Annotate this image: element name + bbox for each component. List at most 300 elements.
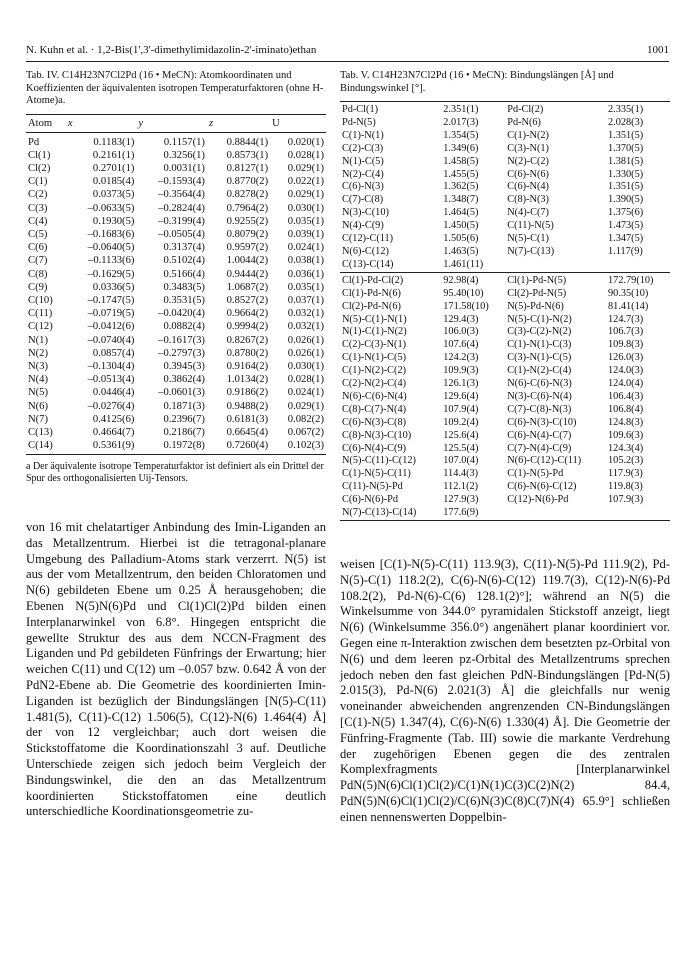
table-cell: N(1)-C(5) [342,155,384,167]
table-cell: 0.5361(9) [66,439,137,455]
table-row [340,468,670,481]
table-cell: 0.3137(4) [163,242,205,254]
table-cell: 1.370(5) [608,142,644,154]
table-cell: 124.0(4) [608,378,644,390]
table-row [26,439,326,455]
table-cell: Cl(1)-Pd-Cl(2) [342,274,404,286]
table-row [340,314,670,327]
table-cell: 107.6(4) [443,339,479,351]
table-cell: C(8) [28,268,48,280]
table-cell: N(7)-C(13)-C(14) [340,507,441,520]
table-cell: 0.0185(4) [92,176,135,188]
table-cell: 0.3862(4) [163,374,205,386]
table4-header-cell: U [270,114,326,132]
table-cell: 0.1871(3) [163,400,205,412]
table-cell: 107.0(4) [443,455,479,467]
table-cell: 124.8(3) [608,416,644,428]
table-cell: 0.6645(4) [226,426,269,438]
table-row [340,246,670,259]
table-cell: 95.40(10) [443,287,484,299]
table-cell: N(3) [28,360,49,372]
table-cell: –0.1683(6) [87,228,135,240]
table-cell: N(6)-C(6)-N(4) [342,390,407,402]
table-row [26,254,326,267]
table-cell: –0.1133(6) [88,255,135,267]
table-cell: 109.8(3) [608,339,644,351]
table-cell: N(5)-C(11)-C(12) [342,455,416,467]
table5 [340,101,670,521]
table-cell: 0.3945(3) [163,360,205,372]
table-cell: C(7) [28,255,48,267]
table-cell: 124.7(3) [608,313,644,325]
table-cell: 0.8573(1) [226,149,269,161]
table-cell: 0.0882(4) [163,321,205,333]
table-cell: 0.3531(5) [163,294,205,306]
table-cell: –0.1747(5) [87,294,135,306]
table-cell: C(11)-N(5)-Pd [342,481,403,493]
table-cell: 1.505(6) [443,233,479,245]
table-cell: Pd-N(5) [342,116,376,128]
table-row [340,404,670,417]
table-cell: C(12) [28,321,53,333]
table-cell: 0.9488(2) [226,400,269,412]
table-row [340,117,670,130]
table-cell: 109.2(4) [443,416,479,428]
table-cell: 0.029(1) [287,400,324,412]
table-row [340,507,670,520]
table-cell: N(2)-C(4) [342,168,384,180]
table-cell: C(7)-N(4)-C(9) [507,442,572,454]
table-row [340,220,670,233]
table-cell: C(6)-N(3) [342,181,384,193]
table-cell: 0.036(1) [287,268,324,280]
table-cell: 117.9(3) [608,468,643,480]
table-cell: –0.0740(4) [87,334,135,346]
table4-body [26,132,326,455]
running-header-title: N. Kuhn et al. · 1,2-Bis(1',3'-dimethylimidazolin-2'-iminato)ethan [26,44,317,56]
table-row [340,272,670,287]
table-cell: 172.79(10) [608,274,654,286]
table-cell: –0.0513(4) [87,374,135,386]
table-cell: C(14) [26,439,66,455]
table-cell: 0.082(2) [287,413,324,425]
table5-caption: Tab. V. C14H23N7Cl2Pd (16 • MeCN): Bindungslängen [Å] und Bindungswinkel [°]. [340,70,614,94]
body-text-left [26,520,326,820]
table4-header-row [26,114,326,132]
table-row [340,378,670,391]
table-cell: 1.450(5) [443,220,479,232]
table-cell: 0.030(1) [287,360,324,372]
table-row [340,443,670,456]
table-row [26,202,326,215]
table-cell: C(12)-N(6)-Pd [507,494,569,506]
table-cell: 0.4125(6) [92,413,135,425]
table-cell: 0.5166(4) [163,268,205,280]
table-cell: Pd-Cl(1) [342,104,379,115]
table-cell: 0.037(1) [287,294,324,306]
table-cell: 0.8844(1) [226,136,269,148]
table4-header-cell: y [136,114,207,132]
table-cell: Cl(1)-Pd-N(5) [507,274,567,286]
table-cell: 129.6(4) [443,390,479,402]
table-cell: 0.2701(1) [92,162,135,174]
table-cell: 125.6(4) [443,429,479,441]
table-cell: 105.2(3) [608,455,644,467]
table-row [26,426,326,439]
table-row [26,162,326,175]
table-cell: 90.35(10) [608,287,649,299]
table-row [340,391,670,404]
table-row [340,288,670,301]
table-cell: 106.4(3) [608,390,644,402]
table-cell: C(3) [28,202,48,214]
table-cell: 1.348(7) [443,194,479,206]
table-row [340,169,670,182]
table-cell: 124.2(3) [443,352,479,364]
table-cell: C(11)-N(5) [507,220,554,232]
table-cell: 0.3256(1) [163,149,205,161]
table-cell: 0.1930(5) [92,215,135,227]
table-cell: C(11) [28,308,53,320]
table-cell: 2.017(3) [443,116,479,128]
table-cell: C(13)-C(14) [340,259,441,272]
table-row [340,365,670,378]
table-cell: Cl(2)-Pd-N(6) [342,300,401,312]
table-cell [606,259,670,272]
table-row [26,386,326,399]
table-cell: 0.8770(2) [226,176,269,188]
table-cell: C(2)-C(3)-N(1) [342,339,407,351]
table-cell: 126.1(3) [443,378,479,390]
table-cell: 0.1183(1) [93,136,135,148]
table-cell: C(3)-N(1)-C(5) [507,352,572,364]
table-cell: C(6)-N(3)-C(10) [507,416,577,428]
table-cell: 0.2186(7) [163,426,205,438]
table-cell: 126.0(3) [608,352,644,364]
table-cell: –0.2824(4) [158,202,205,214]
table-cell: 0.9186(2) [226,387,269,399]
table-cell: 1.375(6) [608,207,644,219]
table-cell: 0.4664(7) [92,426,135,438]
table-cell: C(12)-C(11) [342,233,394,245]
table-cell: 125.5(4) [443,442,479,454]
table-cell: 0.8780(2) [226,347,269,359]
table-cell: Pd-N(6) [507,116,541,128]
table-row [26,228,326,241]
table-cell: Cl(1) [28,149,51,161]
table-row [340,181,670,194]
table-cell: 0.028(1) [287,374,324,386]
table-cell: 127.9(3) [443,494,479,506]
table-cell: 0.032(1) [287,321,324,333]
table-cell: 0.2396(7) [163,413,205,425]
table-cell: C(6)-N(6)-Pd [342,494,399,506]
table-cell: 0.6181(3) [226,413,269,425]
table-cell: 0.0857(4) [92,347,135,359]
table-cell: Pd-Cl(2) [507,104,544,115]
table-row [340,259,670,272]
table-cell: 0.8278(2) [226,189,269,201]
right-column [340,70,670,521]
table-row [26,241,326,254]
table-cell: C(6)-N(4)-C(7) [507,429,572,441]
table-row [26,400,326,413]
table-cell: 0.9444(2) [226,268,269,280]
table-cell: –0.1617(3) [158,334,205,346]
table-row [340,130,670,143]
table-cell: N(4)-C(9) [342,220,384,232]
table-row [26,175,326,188]
table4 [26,114,326,456]
table-cell: 1.362(5) [443,181,479,193]
body-text-right [340,557,670,826]
table-cell: 0.8079(2) [226,228,269,240]
table-cell: 124.0(3) [608,365,644,377]
table-cell: 0.0336(5) [92,281,135,293]
table4-header-cell: Atom [26,114,66,132]
table-cell [606,507,670,520]
table-cell: Cl(1)-Pd-N(6) [342,287,401,299]
table-cell: C(10) [28,294,53,306]
running-header [26,44,669,56]
table-row [26,320,326,333]
table-cell: 106.7(3) [608,326,644,338]
table-cell: C(9) [28,281,48,293]
header-rule [26,61,669,62]
table-cell: 119.8(3) [608,481,643,493]
table-cell: 0.1972(8) [136,439,207,455]
table-cell: N(5)-C(1) [507,233,549,245]
table-cell: 0.026(1) [287,347,324,359]
table-row [340,352,670,365]
table-cell: C(2) [28,189,48,201]
table-cell: 2.351(1) [443,104,479,115]
table-cell: –0.0420(4) [158,308,205,320]
table-row [26,373,326,386]
table-row [26,149,326,162]
table-row [340,156,670,169]
table4-header-cell: x [66,114,137,132]
table-cell: C(6)-N(6) [507,168,549,180]
table-cell: C(2)-N(2)-C(4) [342,378,407,390]
table-cell: 0.1157(1) [163,136,205,148]
table-cell: 0.029(1) [287,189,324,201]
table-row [26,215,326,228]
table-cell: 0.7260(4) [207,439,270,455]
table-cell: 0.024(1) [287,242,324,254]
table-cell: –0.0719(5) [87,308,135,320]
table-cell: 1.390(5) [608,194,644,206]
table-cell: N(5)-Pd-N(6) [507,300,564,312]
table-cell: 0.8127(1) [226,162,269,174]
table-row [340,102,670,117]
table-cell: 1.461(11) [441,259,505,272]
table-cell: 1.463(5) [443,245,479,257]
table-cell: 0.9255(2) [226,215,269,227]
table-cell: N(3)-C(10) [342,207,389,219]
table4-footnote: a Der äquivalente isotrope Temperaturfaktor ist definiert als ein Drittel der Spur des orthogonalisierten Uij-Tensors. [26,461,324,485]
table-cell: C(8)-N(3) [507,194,549,206]
table-cell: C(7)-C(8)-N(3) [507,403,572,415]
table-cell: 1.458(5) [443,155,479,167]
table-cell: 107.9(3) [608,494,644,506]
table-cell: –0.1304(4) [87,360,135,372]
table-cell: C(1)-N(1)-C(3) [507,339,572,351]
table-cell: N(5)-C(1)-N(2) [507,313,572,325]
table-cell: 0.024(1) [287,387,324,399]
table-cell: 0.026(1) [287,334,324,346]
table-cell: –0.3564(4) [158,189,205,201]
table-cell: C(6)-N(3)-C(8) [342,416,407,428]
table-cell: 2.028(3) [608,116,644,128]
table-cell: Cl(2)-Pd-N(5) [507,287,567,299]
table-cell: 177.6(9) [441,507,505,520]
table-row [340,207,670,220]
table-row [340,455,670,468]
table-row [340,301,670,314]
table-row [26,307,326,320]
table-cell: C(1)-N(5)-Pd [507,468,564,480]
table-cell: N(1)-C(1)-N(2) [342,326,407,338]
table-cell: C(1)-N(2) [507,129,549,141]
table-cell: N(6)-C(12) [342,245,389,257]
table-cell: 107.9(4) [443,403,479,415]
table-row [26,268,326,281]
left-column [26,70,326,485]
table-cell: N(2)-C(2) [507,155,549,167]
table-cell: 1.381(5) [608,155,644,167]
table-cell: –0.0505(4) [158,228,205,240]
table-cell: 0.9164(2) [226,360,269,372]
table-cell: C(2)-C(3) [342,142,384,154]
table-cell: 0.0373(5) [92,189,135,201]
table-cell: 0.038(1) [287,255,324,267]
table-cell: C(1)-N(2)-C(4) [507,365,572,377]
table-cell: 0.9664(2) [226,308,269,320]
table-cell: –0.1629(5) [87,268,135,280]
table-row [340,430,670,443]
table-cell: 0.102(3) [270,439,326,455]
table5-body [340,102,670,521]
table-cell: 0.035(1) [287,215,324,227]
table-row [340,143,670,156]
table-cell: 0.032(1) [287,308,324,320]
table-cell: N(5) [28,387,49,399]
table-cell: C(6)-N(4)-C(9) [342,442,407,454]
table-cell: 0.3483(5) [163,281,205,293]
table-cell: 0.030(1) [287,202,324,214]
table-cell: 1.351(5) [608,129,644,141]
table-cell: –0.0276(4) [87,400,135,412]
table-cell: N(6) [28,400,49,412]
table-cell: –0.0640(5) [87,242,135,254]
table-cell: C(1) [28,176,48,188]
table-cell: 124.3(4) [608,442,644,454]
table4-caption: Tab. IV. C14H23N7Cl2Pd (16 • MeCN): Atomkoordinaten und Koeffizienten der äquivalenten isotropen Temperaturfaktoren (ohne H-Atome)a. [26,70,324,106]
table-cell [505,259,606,272]
table-cell: 1.117(9) [608,245,643,257]
table-row [26,188,326,201]
table-cell: –0.3199(4) [158,215,205,227]
table-cell: –0.0412(6) [87,321,135,333]
table-cell: 92.98(4) [443,274,479,286]
table-row [340,194,670,207]
table-cell: 0.039(1) [287,228,324,240]
table-cell: –0.0601(3) [158,387,205,399]
table-cell: 106.0(3) [443,326,479,338]
table-cell: 171.58(10) [443,300,489,312]
table-cell: C(1)-N(1) [342,129,384,141]
table-cell: 1.0044(2) [226,255,269,267]
table-cell: –0.1593(4) [158,176,205,188]
table-cell: 114.4(3) [443,468,479,480]
table-row [340,326,670,339]
table-row [26,281,326,294]
table-cell: N(5)-C(1)-N(1) [342,313,407,325]
table-cell: Cl(2) [28,162,51,174]
table-cell: 0.022(1) [287,176,324,188]
table-cell: 0.2161(1) [92,149,135,161]
table-cell: C(8)-C(7)-N(4) [342,403,407,415]
table-cell: 1.351(5) [608,181,644,193]
table-cell: N(7)-C(13) [507,245,555,257]
table-cell: N(2) [28,347,49,359]
table-cell [505,507,606,520]
table-cell: C(1)-N(2)-C(2) [342,365,407,377]
table-cell: N(7) [28,413,49,425]
table-row [26,360,326,373]
table-cell: 0.8527(2) [226,294,269,306]
table-cell: C(3)-N(1) [507,142,549,154]
table-cell: N(1) [28,334,49,346]
table-row [340,417,670,430]
table-cell: 0.035(1) [287,281,324,293]
table-cell: 2.335(1) [608,104,644,115]
table-cell: C(7)-C(8) [342,194,384,206]
table-cell: 0.0031(1) [163,162,205,174]
table-cell: 1.455(5) [443,168,479,180]
table-cell: 1.330(5) [608,168,644,180]
table-cell: 0.9597(2) [226,242,269,254]
table-cell: C(6)-N(4) [507,181,549,193]
table-cell: 0.8267(2) [226,334,269,346]
table-cell: C(6) [28,242,48,254]
page-number: 1001 [647,44,669,56]
table-cell: –0.0633(5) [87,202,135,214]
table-cell: 109.9(3) [443,365,479,377]
table-cell: C(8)-N(3)-C(10) [342,429,412,441]
table-cell: 106.8(4) [608,403,644,415]
table-cell: 0.5102(4) [163,255,205,267]
table-cell: N(4) [28,374,49,386]
table-cell: 1.349(6) [443,142,479,154]
table-cell: N(6)-C(12)-C(11) [507,455,582,467]
table-cell: 0.028(1) [287,149,324,161]
table-cell: N(4)-C(7) [507,207,549,219]
table-cell: 0.029(1) [287,162,324,174]
table-cell: 0.067(2) [287,426,324,438]
paragraph-right: weisen [C(1)-N(5)-C(11) 113.9(3), C(11)-N(5)-Pd 111.9(2), Pd-N(5)-C(1) 118.2(2), C(6)-N(6)-C(12) 119.7(3), C(12)-N(6)-Pd 108.2(2), Pd-N(6)-C(6) 128.1(2)°]; während an N(5) die Winkelsumme von 344.0° pyramidalen Stickstoff anzeigt, liegt N(6) (Winkelsumme 356.0°) angenähert planar koordiniert vor. Gegen eine π-Interaktion zwischen dem besetzten pz-Orbital von N(6) und dem leeren pz-Orbital des Metallzentrums sprechen jedoch neben den fast gleichen PdN-Bindungslängen [Pd-N(5) 2.015(3), Pd-N(6) 2.021(3) Å] die gleichfalls nur wenig voneinander abweichenden angrenzenden CN-Bindungslängen [C(1)-N(5) 1.347(4), C(6)-N(6) 1.330(4) Å]. Die Geometrie der Fünfring-Fragmente (Tab. III) sowie die markante Verdrehung der zugehörigen Ebenen gegen die des zentralen Komplexfragments [Interplanarwinkel PdN(5)N(6)Cl(1)Cl(2)/C(1)N(1)C(3)C(2)N(2) 84.4, PdN(5)N(6)Cl(1)Cl(2)/C(6)N(3)C(8)C(7)N(4) 65.9°] schließen einen nennenswerten Doppelbin- [340,557,670,824]
table-cell: 1.473(5) [608,220,644,232]
table-row [26,347,326,360]
table-cell: C(1)-N(1)-C(5) [342,352,407,364]
table-row [340,481,670,494]
table-cell: Pd [28,136,40,148]
table-cell: 0.020(1) [287,136,324,148]
table-cell: 129.4(3) [443,313,479,325]
table-cell: 1.0687(2) [226,281,269,293]
paragraph-left: von 16 mit chelatartiger Anbindung des Imin-Liganden an das Metallzentrum. Hierbei ist die tetragonal-planare Umgebung des Palladium-Atoms stark verzerrt. N(5) ist aus der vom Metallzentrum, den beiden Chloratomen und N(6) gebildeten Ebene um 0.25 Å herausgehoben; die Ebenen N(5)N(6)Pd und Cl(1)Cl(2)Pd bilden einen Interplanarwinkel von 6.8°. Hingegen entspricht die gewellte Struktur des aus dem NCCN-Fragment des Liganden und Pd gebildeten Fünfrings der Erwartung; hier weichen C(11) und C(12) um –0.057 bzw. 0.642 Å von der PdN2-Ebene ab. Die Geometrie des koordinierten Imin-Liganden ist bezüglich der Bindungslängen [N(5)-C(11) 1.481(5), C(11)-C(12) 1.506(5), C(12)-N(6) 1.464(4) Å] der von 12 vergleichbar; auch dort weisen die Stickstoffatome die Koordinationszahl 3 auf. Deutliche Unterschiede zeigen sich jedoch beim Vergleich der Bindungswinkel, die den an das Metallzentrum koordinierten Stickstoffatomen eine deutlich unterschiedliche Koordinationsgeometrie zu- [26,520,326,819]
